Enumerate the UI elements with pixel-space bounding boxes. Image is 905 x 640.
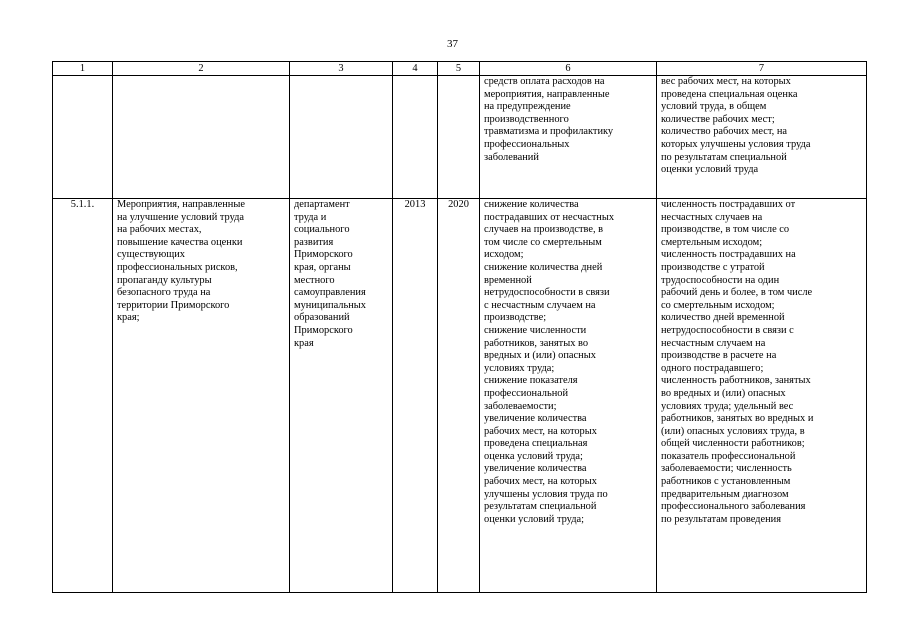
header-cell-3: 3	[290, 62, 393, 76]
header-cell-1: 1	[53, 62, 113, 76]
header-cell-4: 4	[393, 62, 438, 76]
measure-cell: Мероприятия, направленные на улучшение условий труда на рабочих местах, повышение качества оценки существующих профессиональных рисков, пропаганду культуры безопасного труда на территории Приморского края;	[113, 199, 290, 593]
header-cell-6: 6	[480, 62, 657, 76]
table-row	[53, 199, 867, 593]
header-cell-2: 2	[113, 62, 290, 76]
results-cell: средств оплата расходов на мероприятия, направленные на предупреждение производственного травматизма и профилактику профессиональных заболеваний	[480, 76, 657, 199]
header-cell-5: 5	[438, 62, 480, 76]
year-start-cell: 2013	[393, 199, 438, 593]
continuation-row	[53, 76, 867, 199]
header-row	[53, 62, 867, 76]
indicators-cell: вес рабочих мест, на которых проведена специальная оценка условий труда, в общем количестве рабочих мест; количество рабочих мест, на которых улучшены условия труда по результатам специальной оценки условий труда	[657, 76, 867, 199]
header-cell-7: 7	[657, 62, 867, 76]
results-cell: снижение количества пострадавших от несчастных случаев на производстве, в том числе со смертельным исходом; снижение количества дней временной нетрудоспособности в связи с несчастным случаем на производстве; снижение численности работников, занятых во вредных и (или) опасных условиях труда; снижение показателя профессиональной заболеваемости; увеличение количества рабочих мест, на которых проведена специальная оценка условий труда; увеличение количества рабочих мест, на которых улучшены условия труда по результатам специальной оценки условий труда;	[480, 199, 657, 593]
indicators-cell: численность пострадавших от несчастных случаев на производстве, в том числе со смертельным исходом; численность пострадавших на производстве с утратой трудоспособности на один рабочий день и более, в том числе со смертельным исходом; количество дней временной нетрудоспособности в связи с несчастным случаем на производстве в расчете на одного пострадавшего; численность работников, занятых во вредных и (или) опасных условиях труда; удельный вес работников, занятых во вредных и (или) опасных условиях труда, в общей численности работников; показатель профессиональной заболеваемости; численность работников с установленным предварительным диагнозом профессионального заболевания по результатам проведения	[657, 199, 867, 593]
program-table	[52, 61, 867, 593]
year-end-cell: 2020	[438, 199, 480, 593]
empty-cell	[290, 76, 393, 199]
executor-cell: департамент труда и социального развития Приморского края, органы местного самоуправления муниципальных образований Приморского края	[290, 199, 393, 593]
empty-cell	[393, 76, 438, 199]
row-number: 5.1.1.	[53, 199, 113, 593]
page-number: 37	[447, 38, 458, 50]
empty-cell	[53, 76, 113, 199]
empty-cell	[113, 76, 290, 199]
empty-cell	[438, 76, 480, 199]
